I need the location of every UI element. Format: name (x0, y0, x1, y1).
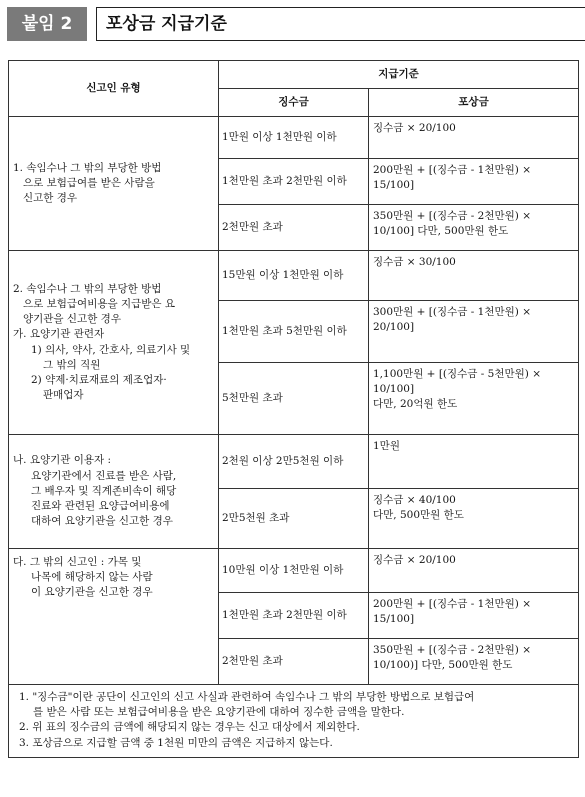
type-line: 2. 속임수나 그 밖의 부당한 방법 (13, 282, 162, 295)
type-line: 2) 약제·치료재료의 제조업자· (31, 373, 167, 386)
collection-cell: 10만원 이상 1천만원 이하 (219, 549, 369, 593)
table-row (9, 251, 579, 301)
reward-line: 15/100] (373, 613, 415, 626)
collection-cell: 1천만원 초과 2천만원 이하 (219, 593, 369, 639)
reward-line: 200만원 + [(징수금 - 1천만원) × (373, 164, 531, 176)
type-line: 신고한 경우 (23, 192, 78, 205)
type-line: 진료와 관련된 요양급여비용에 (31, 500, 170, 513)
reward-line: 15/100] (373, 179, 415, 192)
collection-cell: 1천만원 초과 5천만원 이하 (219, 301, 369, 363)
reward-line: 300만원 + [(징수금 - 1천만원) × (373, 306, 531, 318)
type-line: 요양기관에서 진료를 받은 사람, (31, 469, 177, 482)
type-line: 다. 그 밖의 신고인 : 가목 및 (13, 556, 142, 568)
reward-cell (369, 593, 579, 639)
collection-cell: 2천만원 초과 (219, 639, 369, 685)
type-line: 이 요양기관을 신고한 경우 (31, 586, 153, 599)
reward-cell (369, 159, 579, 205)
reward-line: 10/100)] 다만, 500만원 한도 (373, 659, 513, 672)
note-item-cont: 를 받은 사람 또는 보험급여비용을 받은 요양기관에 대하여 징수한 금액을 말한다. (33, 706, 405, 719)
reward-line: 350만원 + [(징수금 - 2천만원) × (373, 644, 531, 656)
reward-cell (369, 435, 579, 489)
reward-cell (369, 363, 579, 435)
reward-line: 10/100] 다만, 500만원 한도 (373, 225, 509, 238)
col-header-criteria: 지급기준 (219, 61, 579, 89)
reward-line: 10/100] (373, 383, 415, 396)
reporter-type-cell (9, 117, 219, 251)
reporter-type-cell (9, 549, 219, 685)
appendix-tag: 붙임 2 (7, 7, 87, 41)
reward-cell (369, 639, 579, 685)
table-row (9, 435, 579, 489)
reward-cell (369, 301, 579, 363)
table-row (9, 117, 579, 159)
collection-cell: 5천만원 초과 (219, 363, 369, 435)
reward-line: 20/100] (373, 321, 415, 334)
collection-cell: 1만원 이상 1천만원 이하 (219, 117, 369, 159)
collection-cell: 2만5천원 초과 (219, 489, 369, 549)
col-header-reward: 포상금 (369, 89, 579, 117)
type-line: 나. 요양기관 이용자 : (13, 454, 112, 467)
reward-line: 1만원 (373, 440, 400, 452)
reward-line: 징수금 × 30/100 (373, 256, 456, 268)
note-item: 1. "징수금"이란 공단이 신고인의 신고 사실과 관련하여 속임수나 그 밖의 부당한 방법으로 보험급여 (19, 691, 475, 703)
note-item: 3. 포상금으로 지급할 금액 중 1천원 미만의 금액은 지급하지 않는다. (19, 736, 333, 749)
reward-line: 다만, 500만원 한도 (373, 509, 464, 522)
type-line: 양기관을 신고한 경우 (23, 313, 121, 326)
reward-line: 징수금 × 40/100 (373, 494, 456, 506)
table-row (9, 549, 579, 593)
reward-cell (369, 549, 579, 593)
collection-cell: 2천원 이상 2만5천원 이하 (219, 435, 369, 489)
reporter-type-cell (9, 251, 219, 435)
reporter-type-cell (9, 435, 219, 549)
type-line: 1) 의사, 약사, 간호사, 의료기사 및 (31, 343, 191, 356)
type-line: 으로 보험급여를 받은 사람을 (23, 176, 155, 189)
notes-row (9, 685, 579, 758)
notes-cell (9, 685, 579, 758)
type-line: 대하여 요양기관을 신고한 경우 (31, 515, 173, 528)
col-header-collection: 징수금 (219, 89, 369, 117)
reward-cell (369, 489, 579, 549)
reward-line: 징수금 × 20/100 (373, 122, 456, 134)
note-item: 2. 위 표의 징수금의 금액에 해당되지 않는 경우는 신고 대상에서 제외한다. (19, 721, 360, 734)
reward-line: 200만원 + [(징수금 - 1천만원) × (373, 598, 531, 610)
reward-line: 다만, 20억원 한도 (373, 398, 458, 411)
reward-cell (369, 205, 579, 251)
type-line: 나목에 해당하지 않는 사람 (31, 571, 153, 584)
page-title: 포상금 지급기준 (96, 7, 585, 41)
type-line: 그 밖의 직원 (43, 358, 101, 371)
col-header-type: 신고인 유형 (9, 61, 219, 117)
collection-cell: 2천만원 초과 (219, 205, 369, 251)
reward-line: 징수금 × 20/100 (373, 554, 456, 566)
reward-cell (369, 251, 579, 301)
reward-cell (369, 117, 579, 159)
reward-line: 350만원 + [(징수금 - 2천만원) × (373, 210, 531, 222)
type-line: 그 배우자 및 직계존비속이 해당 (31, 484, 177, 497)
reward-criteria-table (8, 60, 579, 758)
reward-line: 1,100만원 + [(징수금 - 5천만원) × (373, 368, 542, 380)
type-line: 판매업자 (43, 389, 84, 402)
type-line: 1. 속임수나 그 밖의 부당한 방법 (13, 161, 162, 174)
type-line: 으로 보험급여비용을 지급받은 요 (23, 297, 176, 310)
collection-cell: 1천만원 초과 2천만원 이하 (219, 159, 369, 205)
type-line: 가. 요양기관 관련자 (13, 328, 105, 341)
collection-cell: 15만원 이상 1천만원 이하 (219, 251, 369, 301)
